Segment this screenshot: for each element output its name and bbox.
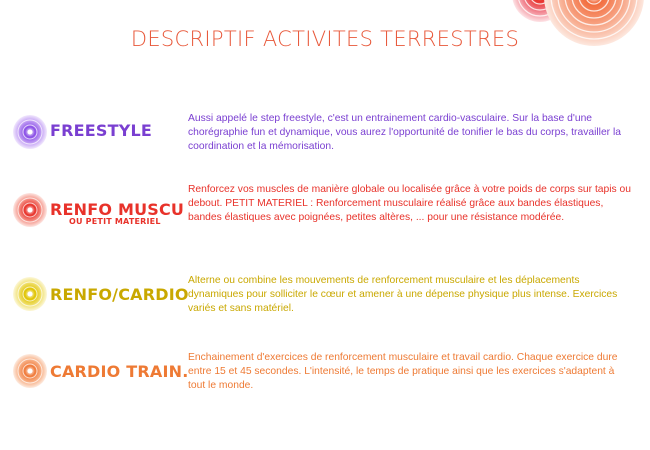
activity-name: RENFO/CARDIO [50,285,189,304]
bullet-circle-icon [12,353,48,389]
page-title: DESCRIPTIF ACTIVITES TERRESTRES [130,27,520,51]
activity-subtitle: OU PETIT MATERIEL [69,217,161,226]
activity-description: Enchainement d'exercices de renforcement musculaire et travail cardio. Chaque exercice dure entre 15 et 45 secondes. L'intensité, le temps de pratique ainsi que les exercices s'adaptent à tout le monde. [188,352,618,392]
bullet-circle-icon [12,276,48,312]
activity-description: Renforcez vos muscles de manière globale ou localisée grâce à votre poids de corps sur tapis ou debout. PETIT MATERIEL : Renforcement musculaire réalisé grâce aux bandes élastiques, bandes élastiques avec poignées, petites altères, ... pour une résistance modérée. [188,184,632,224]
activity-name: CARDIO TRAIN. [50,362,189,381]
activity-description: Alterne ou combine les mouvements de renforcement musculaire et les déplacements dynamiques pour solliciter le cœur et amener à une dépense physique plus intense. Exercices variés et sans matériel. [188,275,618,315]
activity-name: RENFO MUSCU [50,200,185,219]
bullet-circle-icon [12,114,48,150]
activity-description: Aussi appelé le step freestyle, c'est un entrainement cardio-vasculaire. Sur la base d'une chorégraphie fun et dynamique, vous aurez l'opportunité de tonifier le bas du corps, travailler la coordination et la mémorisation. [188,113,621,153]
activity-name: FREESTYLE [50,121,153,140]
bullet-circle-icon [12,192,48,228]
